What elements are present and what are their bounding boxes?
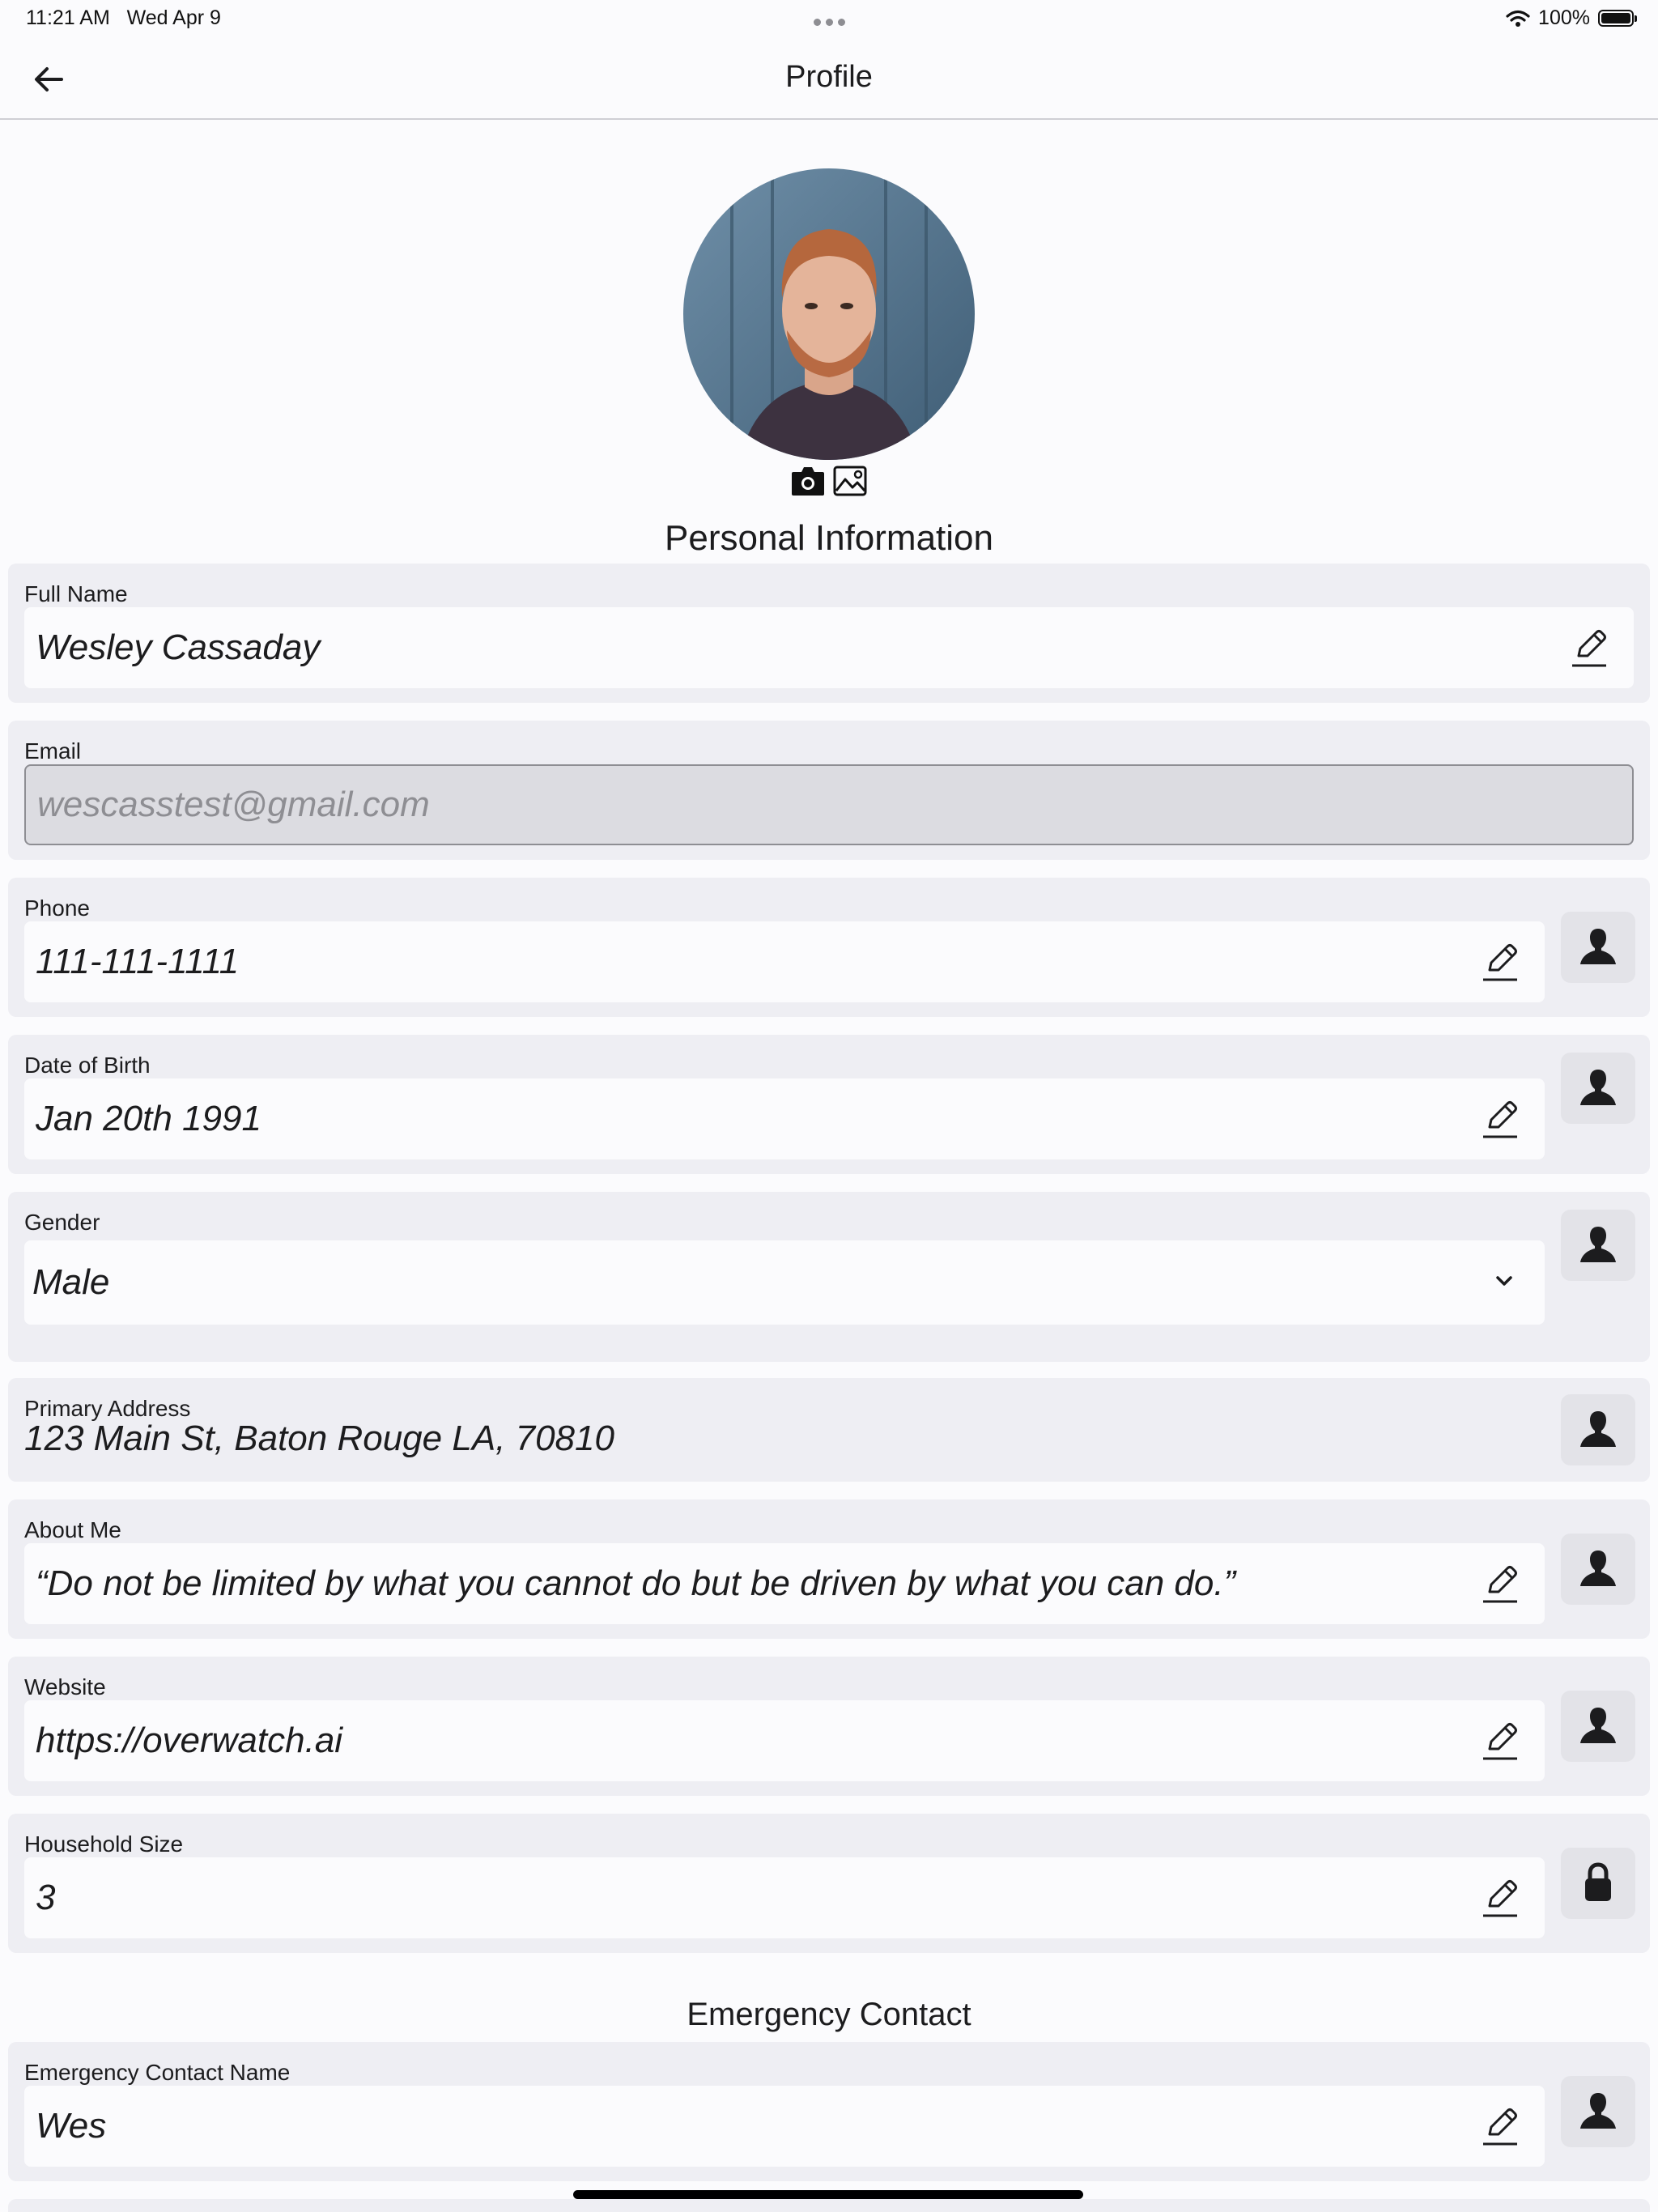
pencil-icon[interactable] [1480, 1098, 1520, 1140]
full-name-value: Wesley Cassaday [36, 627, 321, 667]
household-field[interactable] [24, 1857, 1545, 1938]
gender-label: Gender [24, 1210, 100, 1235]
emergency-name-visibility-button[interactable] [1561, 2076, 1635, 2147]
status-right [1506, 6, 1634, 30]
nav-bar [0, 39, 1658, 120]
person-icon [1578, 925, 1618, 969]
profile-avatar[interactable] [683, 168, 975, 460]
phone-label: Phone [24, 895, 90, 921]
pencil-icon[interactable] [1480, 1720, 1520, 1762]
about-card [8, 1499, 1650, 1639]
status-time: 11:21 AM [26, 6, 110, 29]
status-bar [0, 0, 1658, 39]
website-value: https://overwatch.ai [36, 1721, 343, 1760]
email-field [24, 764, 1634, 845]
choose-photo-button[interactable] [832, 465, 868, 497]
about-visibility-button[interactable] [1561, 1534, 1635, 1605]
lock-icon [1578, 1861, 1618, 1905]
person-icon [1578, 1223, 1618, 1267]
emergency-name-card [8, 2042, 1650, 2181]
chevron-down-icon[interactable] [1488, 1265, 1520, 1297]
email-card [8, 721, 1650, 860]
dob-card [8, 1035, 1650, 1174]
email-value: wescasstest@gmail.com [37, 785, 430, 824]
gender-card [8, 1192, 1650, 1362]
person-icon [1578, 1704, 1618, 1748]
about-value: “Do not be limited by what you cannot do but be driven by what you can do.” [36, 1563, 1236, 1603]
person-icon [1578, 1408, 1618, 1452]
website-label: Website [24, 1674, 106, 1699]
phone-visibility-button[interactable] [1561, 912, 1635, 983]
household-lock-button[interactable] [1561, 1848, 1635, 1919]
battery-icon [1598, 10, 1634, 27]
full-name-field[interactable] [24, 607, 1634, 688]
dob-field[interactable] [24, 1078, 1545, 1159]
pencil-icon[interactable] [1569, 627, 1609, 669]
multitasking-dots[interactable] [811, 15, 848, 30]
emergency-name-label: Emergency Contact Name [24, 2060, 291, 2085]
pencil-icon[interactable] [1480, 1563, 1520, 1605]
home-indicator[interactable] [573, 2190, 1083, 2199]
person-icon [1578, 1547, 1618, 1591]
website-card [8, 1657, 1650, 1796]
household-value: 3 [36, 1878, 56, 1917]
gender-visibility-button[interactable] [1561, 1210, 1635, 1281]
gender-select[interactable] [24, 1240, 1545, 1325]
address-card [8, 1378, 1650, 1482]
phone-field[interactable] [24, 921, 1545, 1002]
battery-percent: 100% [1538, 6, 1590, 29]
dob-label: Date of Birth [24, 1053, 151, 1078]
full-name-label: Full Name [24, 581, 128, 606]
pencil-icon[interactable] [1480, 2105, 1520, 2147]
address-label: Primary Address [24, 1396, 191, 1421]
emergency-contact-heading: Emergency Contact [687, 1997, 971, 2032]
dob-visibility-button[interactable] [1561, 1053, 1635, 1124]
household-card [8, 1814, 1650, 1953]
about-field[interactable] [24, 1543, 1545, 1624]
pencil-icon[interactable] [1480, 1877, 1520, 1919]
take-photo-button[interactable] [790, 465, 826, 497]
photo-actions [790, 465, 868, 497]
address-value: 123 Main St, Baton Rouge LA, 70810 [24, 1419, 614, 1458]
wifi-icon [1506, 10, 1530, 28]
phone-value: 111-111-1111 [36, 942, 240, 981]
status-date: Wed Apr 9 [126, 6, 221, 29]
email-label: Email [24, 738, 82, 764]
full-name-card [8, 564, 1650, 703]
website-field[interactable] [24, 1700, 1545, 1781]
address-visibility-button[interactable] [1561, 1394, 1635, 1465]
emergency-name-field[interactable] [24, 2086, 1545, 2167]
person-icon [1578, 2090, 1618, 2133]
pencil-icon[interactable] [1480, 941, 1520, 983]
image-icon [832, 465, 868, 497]
profile-photo [683, 168, 975, 460]
person-icon [1578, 1066, 1618, 1110]
phone-card [8, 878, 1650, 1017]
household-label: Household Size [24, 1831, 184, 1857]
website-visibility-button[interactable] [1561, 1691, 1635, 1762]
gender-value: Male [32, 1262, 110, 1302]
personal-information-heading: Personal Information [665, 518, 993, 558]
page-title: Profile [785, 60, 873, 94]
about-label: About Me [24, 1517, 121, 1542]
next-card [8, 2199, 1650, 2212]
emergency-name-value: Wes [36, 2106, 107, 2146]
dob-value: Jan 20th 1991 [36, 1099, 261, 1138]
status-time-date [26, 6, 221, 30]
camera-icon [790, 465, 826, 497]
